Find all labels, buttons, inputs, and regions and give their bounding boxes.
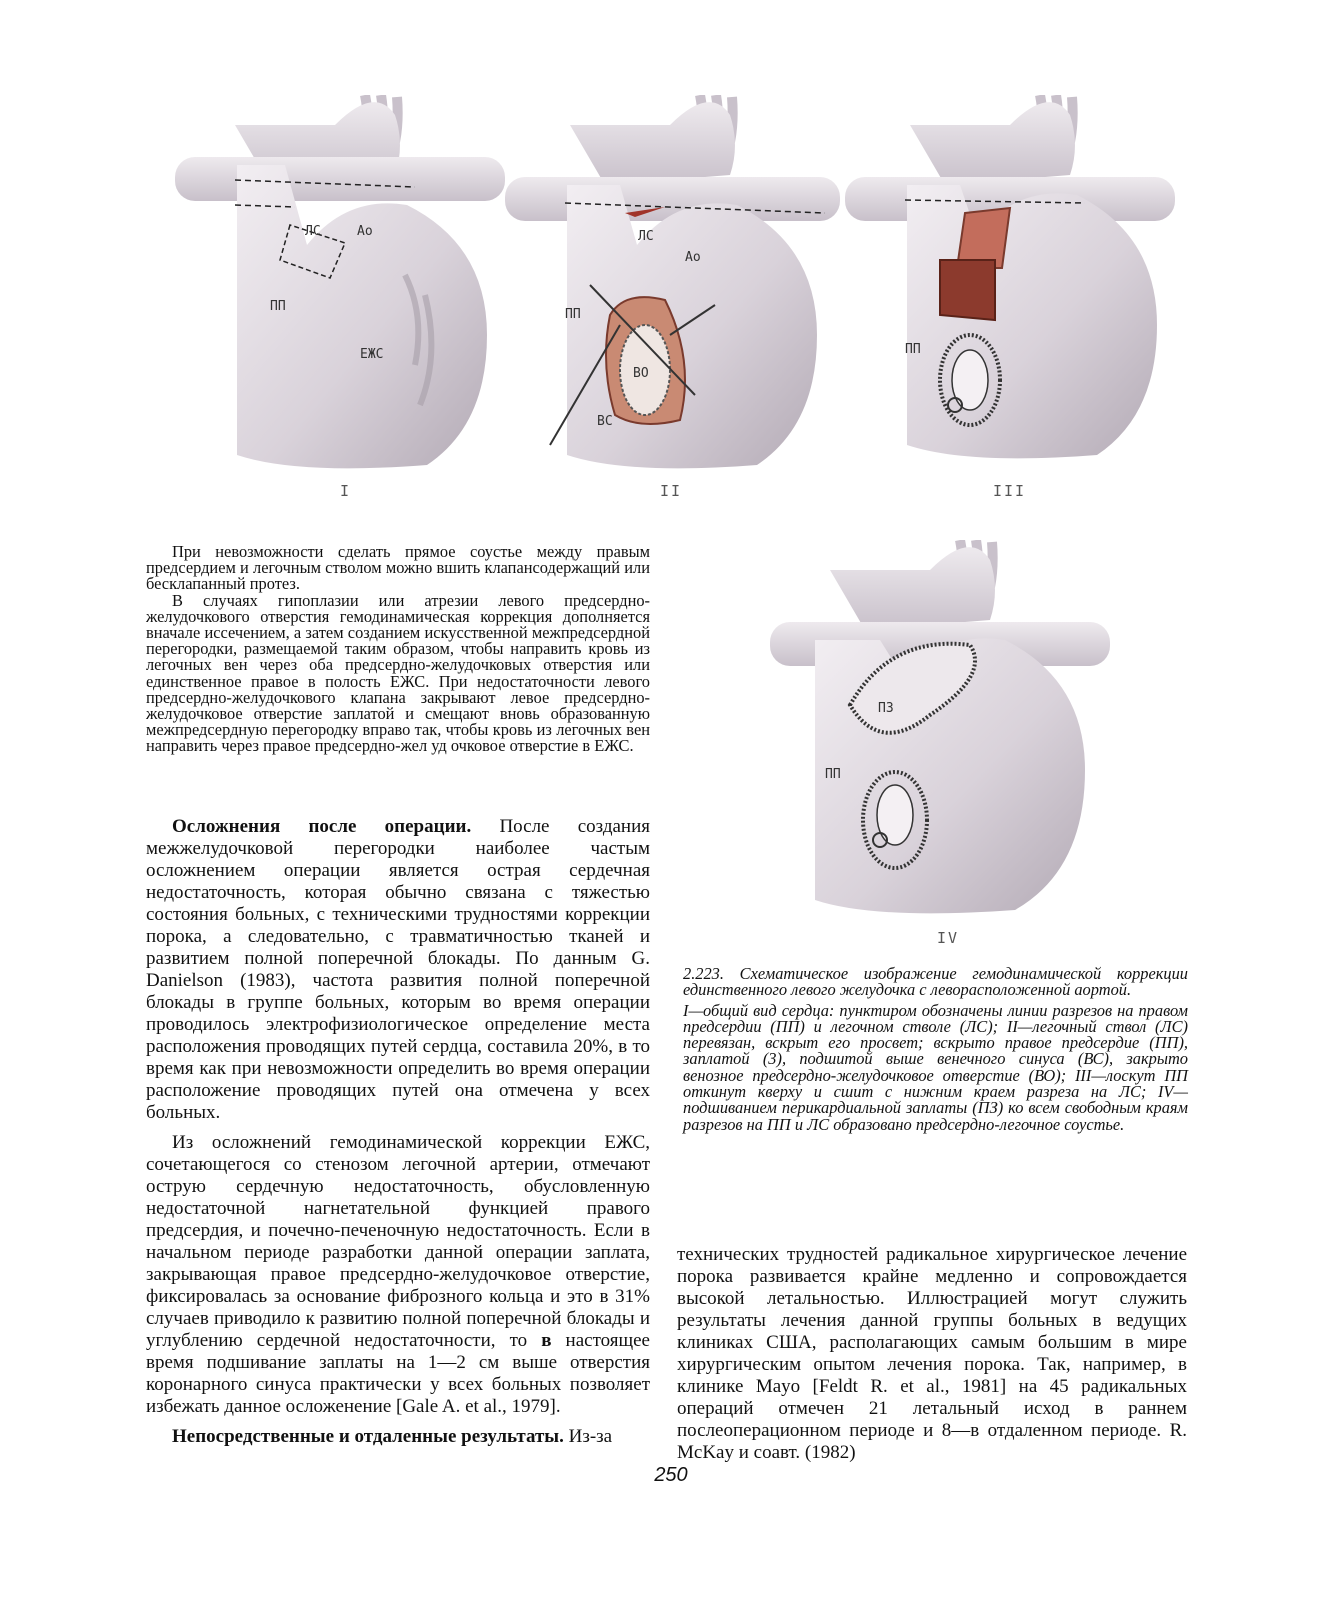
figure-i: [175, 95, 505, 475]
label-pp: ПП: [905, 342, 921, 357]
figure-label-i: I: [340, 482, 352, 500]
label-ao: Ао: [357, 224, 373, 239]
caption-body: I—общий вид сердца: пунктиром обозначены линии разрезов на правом предсердии (ПП) и легочном стволе (ЛС); II—легочный ствол (ЛС) перевязан, вскрыт его просвет; вскрыто правое предсердие (ПП), заплатой (3), подшитой выше венечного синуса (ВС), закрыто венозное предсердно-желудочковое отверстие (ВО); III—лоскут ПП откинут кверху и сшит с нижним краем разреза на ЛС; IV—подшиванием перикардиальной заплаты (ПЗ) ко всем свободным краям разрезов на ПП и ЛС образовано предсердно-легочное соустье.: [683, 1000, 1188, 1134]
label-ezhs: ЕЖС: [360, 347, 384, 362]
label-pz: ПЗ: [878, 701, 894, 716]
figure-label-iii: III: [993, 482, 1027, 500]
label-pp: ПП: [270, 299, 286, 314]
figure-label-iv: IV: [937, 929, 960, 947]
left-body-text: [146, 816, 650, 1448]
left-small-text: [146, 544, 650, 755]
label-pp: ПП: [825, 767, 841, 782]
section-heading: Осложнения после операции.: [172, 816, 472, 837]
paragraph: При невозможности сделать прямое соустье между правым предсердием и легочным стволом можно вшить клапансодержащий или бесклапанный протез.: [146, 542, 650, 594]
caption-title: 2.223. Схематическое изображение гемодинамической коррекции единственного левого желудочка с леворасположенной аортой.: [683, 964, 1188, 1000]
label-lc: ЛС: [638, 229, 654, 244]
figure-label-ii: II: [660, 482, 683, 500]
figure-iv: [770, 540, 1110, 925]
right-body-text: [677, 1244, 1187, 1464]
paragraph: В случаях гипоплазии или атрезии левого предсердно-желудочкового отверстия гемодинамическая коррекция дополняется вначале иссечением, а затем созданием искусственной межпредсердной перегородки, размещаемой таким образом, чтобы направить кровь из легочных вен через оба предсердно-желудочковых отверстия или единственное правое в полость ЕЖС. При недостаточности левого предсердно-желудочкового клапана закрывают левое предсердно-желудочковое отверстие заплатой и смещают вновь образованную межпредсердную перегородку вправо так, чтобы кровь из легочных вен направить через правое предсердно-жел уд очковое отверстие в ЕЖС.: [146, 590, 650, 756]
paragraph: Непосредственные и отдаленные результаты. Из-за: [172, 1426, 613, 1447]
label-pp: ПП: [565, 307, 581, 322]
label-lc: ЛС: [305, 224, 321, 239]
label-vs: ВС: [597, 414, 613, 429]
page-number: 250: [654, 1464, 688, 1486]
label-ao: Ао: [685, 250, 701, 265]
section-heading: Непосредственные и отдаленные результаты.: [172, 1426, 564, 1447]
figure-ii: [505, 95, 840, 475]
label-vo: ВО: [633, 366, 649, 381]
paragraph: Из осложнений гемодинамической коррекции ЕЖС, сочетающегося со стенозом легочной артерии, отмечают острую сердечную недостаточность, обусловленную недостаточной нагнетательной функцией правого предсердия, и почечно-печеночную недостаточность. Если в начальном периоде разработки данной операции заплата, закрывающая правое предсердно-желудочковое отверстие, фиксировалась за основание фиброзного кольца и это в 31% случаев приводило к развитию полной поперечной блокады и углублению сердечной недостаточности, то в настоящее время подшивание заплаты на 1—2 см выше отверстия коронарного синуса практически у всех больных позволяет избежать данное осложенение [Gale A. et al., 1979].: [146, 1132, 650, 1417]
paragraph: технических трудностей радикальное хирургическое лечение порока развивается крайне медленно и сопровождается высокой летальностью. Иллюстрацией могут служить результаты лечения данной группы больных в ведущих клиниках США, располагающих самым большим в мире хирургическим опытом лечения порока. Так, например, в клинике Mayo [Feldt R. et al., 1981] на 45 радикальных операций отмечен 21 летальный исход в раннем послеоперационном периоде и 8—в отдаленном периоде. R. McKay и соавт. (1982): [677, 1244, 1187, 1463]
figure-iii: [845, 95, 1175, 475]
figure-caption: [683, 966, 1188, 1133]
paragraph: Осложнения после операции. После создания межжелудочковой перегородки наиболее частым осложнением операции является острая сердечная недостаточность, которая обычно связана с тяжестью состояния больных, с техническими трудностями коррекции порока, а следовательно, с травматичностью тканей и развитием полной поперечной блокады. По данным G. Danielson (1983), частота развития полной поперечной блокады в группе больных, которым во время операции проводилось электрофизиологическое определение места расположения проводящих путей сердца, составила 20%, в то время как при невозможности определить во время операции расположение проводящих путей она отмечена у всех больных.: [146, 816, 650, 1123]
